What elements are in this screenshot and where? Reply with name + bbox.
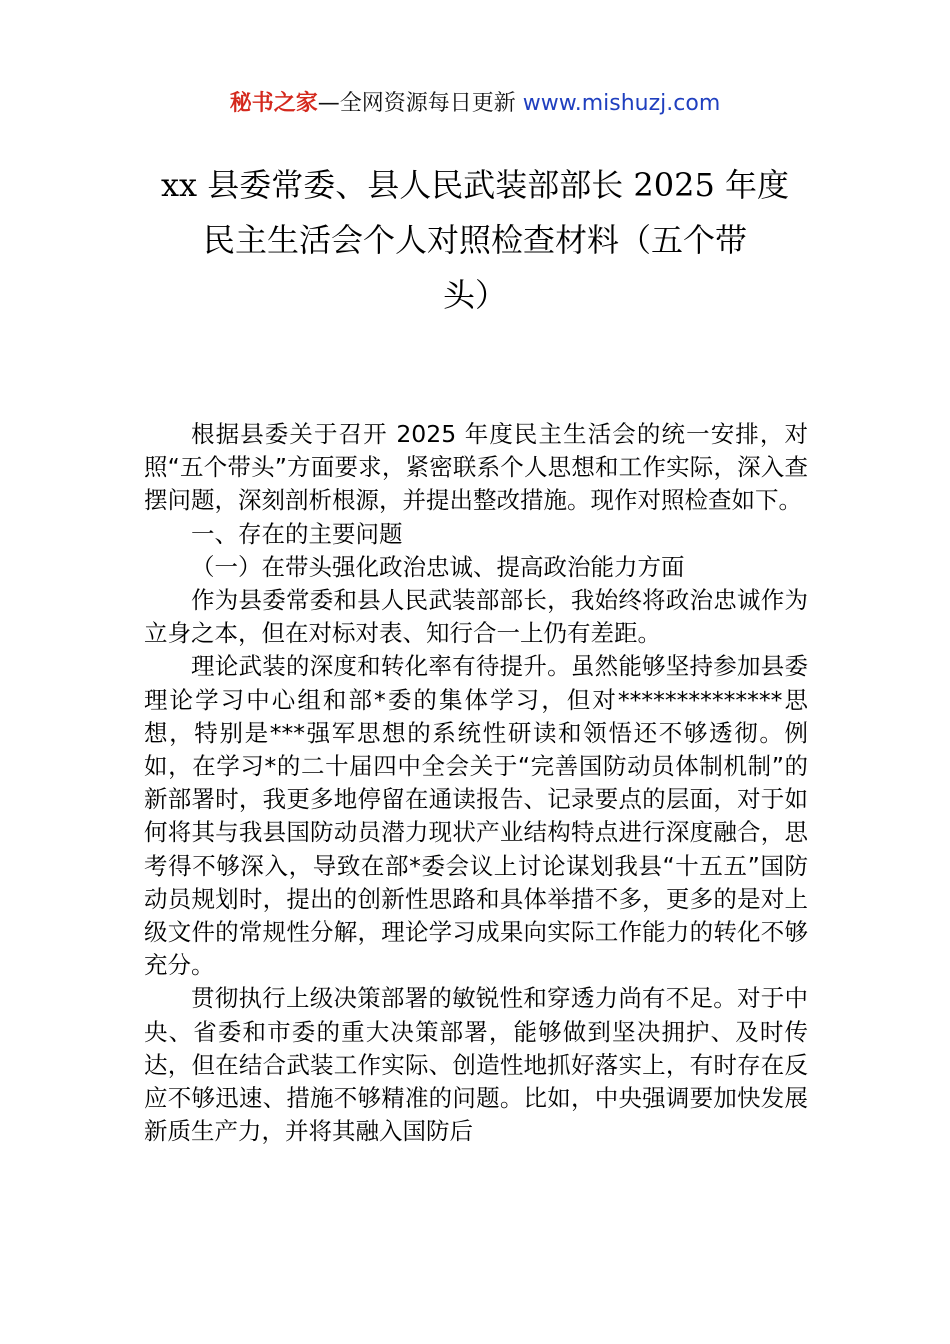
section-heading: 一、存在的主要问题 bbox=[191, 519, 403, 548]
title-line-2: 民主生活会个人对照检查材料（五个带 bbox=[202, 221, 747, 259]
subsection-heading: （一）在带头强化政治忠诚、提高政治能力方面 bbox=[191, 552, 685, 581]
document-title bbox=[100, 158, 850, 323]
body-paragraph: 理论武装的深度和转化率有待提升。虽然能够坚持参加县委理论学习中心组和部*委的集体学习，但对**************思想，特别是***强军思想的系统性研读和领悟还不够透彻。例如，在学习*的二十届四中全会关于“完善国防动员体制机制”的新部署时，我更多地停留在通读报告、记录要点的层面，对于如何将其与我县国防动员潜力现状产业结构特点进行深度融合，思考得不够深入，导致在部*委会议上讨论谋划我县“十五五”国防动员规划时，提出的创新性思路和具体举措不多，更多的是对上级文件的常规性分解，理论学习成果向实际工作能力的转化不够充分。 bbox=[144, 652, 808, 980]
site-brand: 秘书之家 bbox=[229, 91, 318, 116]
title-line-3: 头） bbox=[442, 276, 507, 314]
body-paragraph: 作为县委常委和县人民武装部部长，我始终将政治忠诚作为立身之本，但在对标对表、知行合一上仍有差距。 bbox=[144, 586, 808, 648]
body-paragraph: 贯彻执行上级决策部署的敏锐性和穿透力尚有不足。对于中央、省委和市委的重大决策部署，能够做到坚决拥护、及时传达，但在结合武装工作实际、创造性地抓好落实上，有时存在反应不够迅速、措施不够精准的问题。比如，中央强调要加快发展新质生产力，并将其融入国防后 bbox=[144, 984, 808, 1146]
site-header bbox=[0, 86, 950, 122]
intro-paragraph: 根据县委关于召开 2025 年度民主生活会的统一安排，对照“五个带头”方面要求，紧密联系个人思想和工作实际，深入查摆问题，深刻剖析根源，并提出整改措施。现作对照检查如下。 bbox=[144, 420, 808, 515]
site-url-link[interactable]: www.mishuzj.com bbox=[522, 91, 721, 116]
title-line-1: xx 县委常委、县人民武装部部长 2025 年度 bbox=[160, 166, 790, 204]
document-body bbox=[144, 418, 808, 1148]
site-slogan: —全网资源每日更新 bbox=[317, 91, 516, 116]
